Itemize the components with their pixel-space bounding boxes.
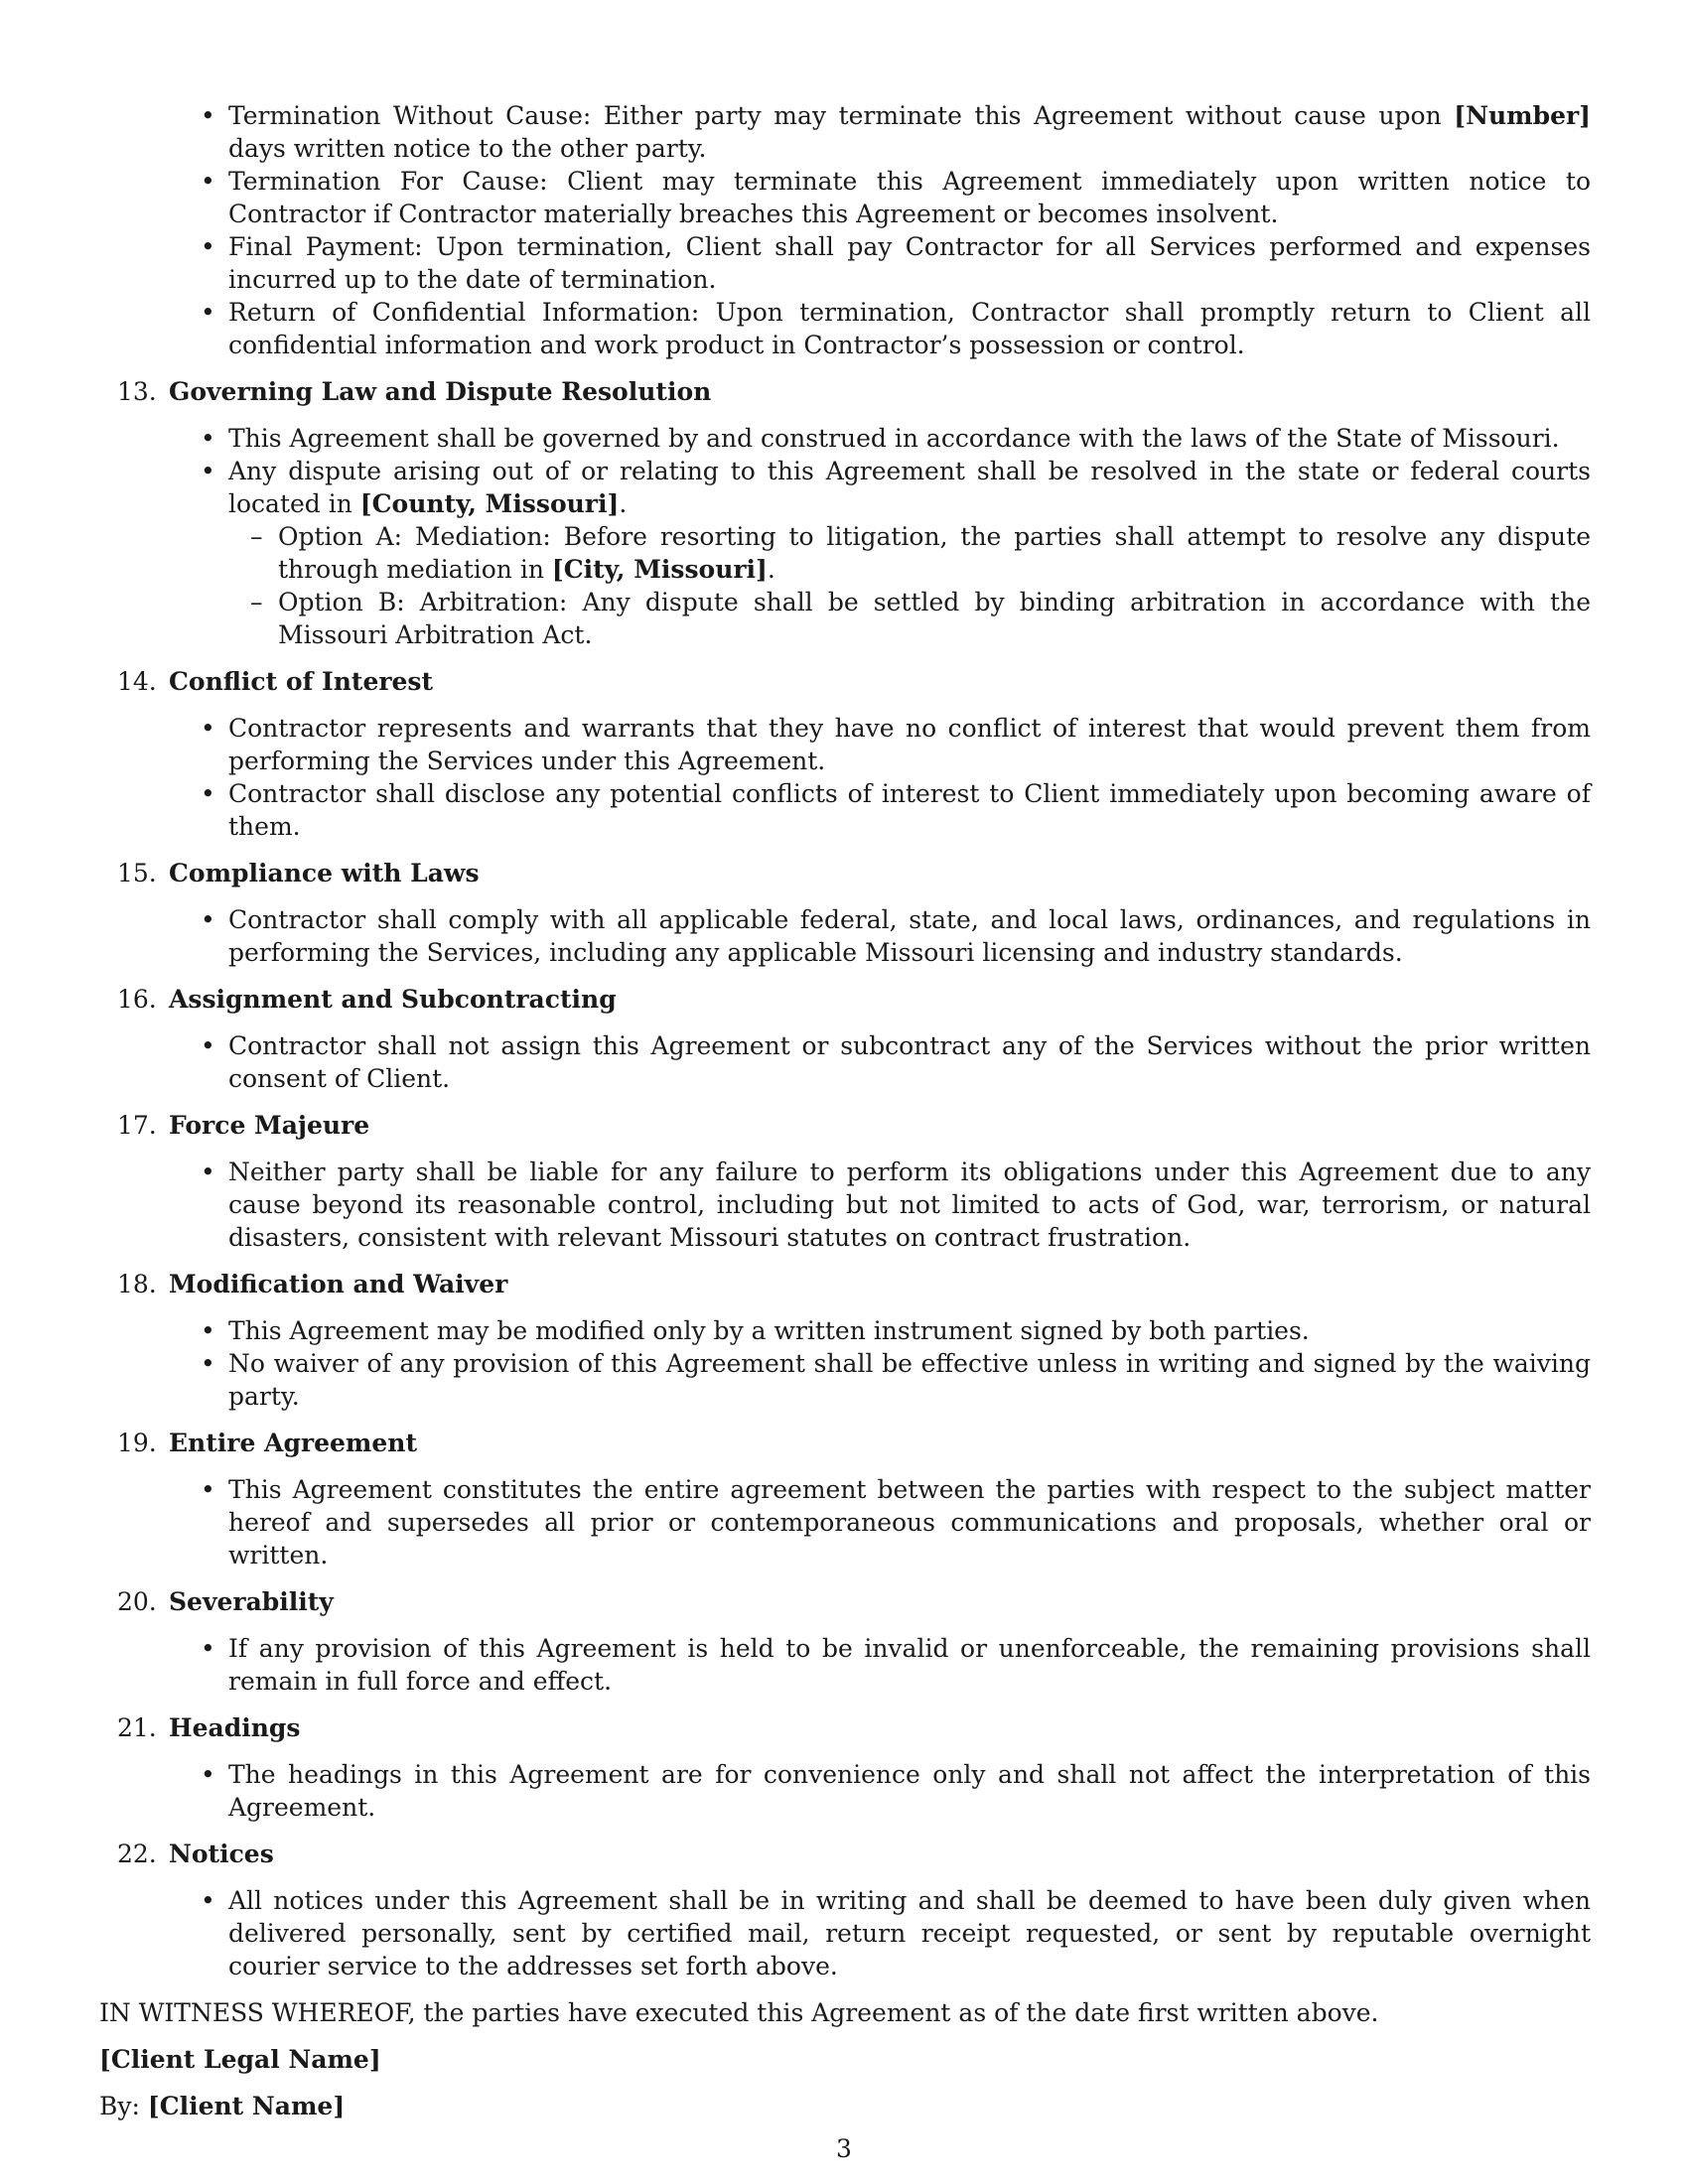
section-bullets: [99, 1029, 1589, 1095]
section-title: Force Majeure: [169, 1111, 370, 1140]
section-title: Conflict of Interest: [169, 667, 434, 696]
option-b: – Option B: Arbitration: Any dispute shall be settled by binding arbitration in accordance with the Missouri Arbitration Act.: [99, 586, 1591, 651]
section-heading-13: 13. Governing Law and Dispute Resolution: [117, 377, 712, 406]
section-title: Entire Agreement: [169, 1429, 417, 1457]
section-13-bullets: [99, 422, 1589, 651]
section-number: 15.: [117, 859, 157, 887]
section-bullets: [99, 1473, 1589, 1571]
section-heading: [99, 1585, 1589, 1618]
list-item: • Return of Confidential Information: Upon termination, Contractor shall promptly return to Client all confidential information and work product in Contractor’s possession or control.: [99, 296, 1591, 361]
list-item: • Contractor shall disclose any potential conflicts of interest to Client immediately upon becoming aware of them.: [99, 777, 1591, 843]
list-item: • This Agreement shall be governed by and construed in accordance with the laws of the State of Missouri.: [99, 422, 1591, 455]
section-title: Modification and Waiver: [169, 1270, 508, 1298]
section-number: 22.: [117, 1840, 157, 1868]
section-bullets: [99, 1156, 1589, 1254]
list-item: • Contractor represents and warrants that they have no conflict of interest that would prevent them from performing the Services under this Agreement.: [99, 712, 1591, 777]
section-title: Notices: [169, 1840, 274, 1868]
list-item: • Termination Without Cause: Either party may terminate this Agreement without cause upon [Number] days written notice to the other party.: [99, 99, 1591, 165]
section-title: Severability: [169, 1587, 334, 1616]
section-13-options: [99, 520, 1591, 651]
section-number: 19.: [117, 1429, 157, 1457]
section-bullets: [99, 1314, 1589, 1413]
section-heading: [99, 983, 1589, 1016]
section-number: 17.: [117, 1111, 157, 1140]
list-item: • This Agreement constitutes the entire agreement between the parties with respect to the subject matter hereof and supersedes all prior or contemporaneous communications and proposals, whether oral or written.: [99, 1473, 1591, 1571]
list-item: • This Agreement may be modified only by a written instrument signed by both parties.: [99, 1314, 1591, 1347]
section-heading: [99, 665, 1589, 698]
page-content: [99, 99, 1589, 2122]
section-number: 18.: [117, 1270, 157, 1298]
list-item: • The headings in this Agreement are for convenience only and shall not affect the interpretation of this Agreement.: [99, 1758, 1591, 1824]
list-item: • Any dispute arising out of or relating to this Agreement shall be resolved in the state or federal courts located in [County, Missouri]. – Option A: Mediation: Before resorting to litigation, the parties shall attempt to resolve any dispute through mediation in [City, Missouri]. – Option B: Arbitration: Any dispute shall be settled by binding arbitration in accordance with the Missouri Arbitration Act.: [99, 455, 1591, 651]
section-number: 16.: [117, 985, 157, 1014]
witness-clause: IN WITNESS WHEREOF, the parties have executed this Agreement as of the date first written above.: [99, 1998, 1379, 2027]
list-item: • If any provision of this Agreement is held to be invalid or unenforceable, the remaining provisions shall remain in full force and effect.: [99, 1632, 1591, 1698]
list-item: • Termination For Cause: Client may terminate this Agreement immediately upon written notice to Contractor if Contractor materially breaches this Agreement or becomes insolvent.: [99, 165, 1591, 230]
list-item: • All notices under this Agreement shall be in writing and shall be deemed to have been duly given when delivered personally, sent by certified mail, return receipt requested, or sent by reputable overnight courier service to the addresses set forth above.: [99, 1884, 1591, 1982]
option-a: – Option A: Mediation: Before resorting to litigation, the parties shall attempt to resolve any dispute through mediation in [City, Missouri].: [99, 520, 1591, 586]
list-item: • Contractor shall not assign this Agreement or subcontract any of the Services without the prior written consent of Client.: [99, 1029, 1591, 1095]
section-number: 21.: [117, 1713, 157, 1742]
section-title: Compliance with Laws: [169, 859, 480, 887]
list-item: • Final Payment: Upon termination, Client shall pay Contractor for all Services performed and expenses incurred up to the date of termination.: [99, 230, 1591, 296]
section-title: Headings: [169, 1713, 301, 1742]
client-legal-name: [Client Legal Name]: [99, 2045, 381, 2074]
section-bullets: [99, 903, 1589, 969]
section-bullets: [99, 1884, 1589, 1982]
signature-line: By: [Client Name]: [99, 2092, 346, 2120]
termination-bullets: [99, 99, 1589, 361]
section-heading: [99, 1427, 1589, 1459]
section-heading: [99, 1268, 1589, 1300]
section-bullets: [99, 1632, 1589, 1698]
section-bullets: [99, 712, 1589, 843]
list-item: • Neither party shall be liable for any failure to perform its obligations under this Agreement due to any cause beyond its reasonable control, including but not limited to acts of God, war, terrorism, or natural disasters, consistent with relevant Missouri statutes on contract frustration.: [99, 1156, 1591, 1254]
page-number: 3: [836, 2134, 852, 2163]
section-number: 20.: [117, 1587, 157, 1616]
list-item: • Contractor shall comply with all applicable federal, state, and local laws, ordinances, and regulations in performing the Services, including any applicable Missouri licensing and industry standards.: [99, 903, 1591, 969]
section-heading: [99, 1711, 1589, 1744]
section-title: Assignment and Subcontracting: [169, 985, 617, 1014]
list-item: • No waiver of any provision of this Agreement shall be effective unless in writing and signed by the waiving party.: [99, 1347, 1591, 1413]
section-heading: [99, 1109, 1589, 1142]
numbered-sections: [99, 665, 1589, 1982]
section-number: 14.: [117, 667, 157, 696]
section-bullets: [99, 1758, 1589, 1824]
section-heading: [99, 1838, 1589, 1870]
section-heading: [99, 857, 1589, 889]
